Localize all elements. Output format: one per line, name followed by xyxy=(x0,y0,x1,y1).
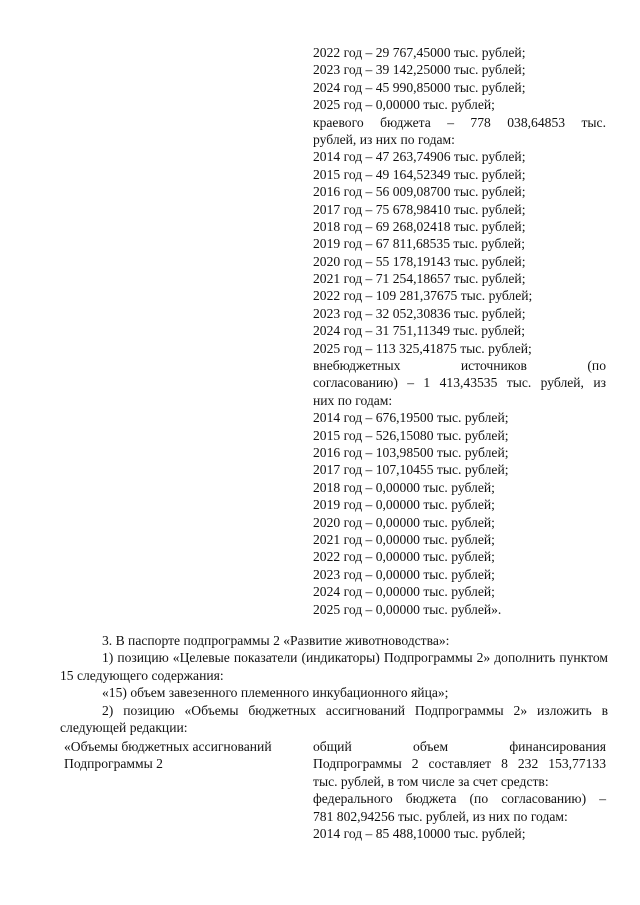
value-line: общий объем финансирования xyxy=(313,739,606,754)
paragraph: 3. В паспорте подпрограммы 2 «Развитие животноводства»: xyxy=(102,633,450,648)
year-line: 2019 год – 0,00000 тыс. рублей; xyxy=(313,497,495,513)
year-line: 2023 год – 39 142,25000 тыс. рублей; xyxy=(313,62,526,78)
year-line: 2025 год – 113 325,41875 тыс. рублей; xyxy=(313,340,532,356)
year-line: 2015 год – 526,15080 тыс. рублей; xyxy=(313,427,509,443)
year-line: 2018 год – 69 268,02418 тыс. рублей; xyxy=(313,218,526,234)
year-line: 2024 год – 45 990,85000 тыс. рублей; xyxy=(313,79,526,95)
year-line: 2025 год – 0,00000 тыс. рублей; xyxy=(313,97,495,113)
year-line: 2015 год – 49 164,52349 тыс. рублей; xyxy=(313,166,526,182)
value-line: тыс. рублей, в том числе за счет средств: xyxy=(313,773,549,789)
extrabudget-heading: внебюджетных источников (по xyxy=(313,358,606,374)
year-line: 2017 год – 107,10455 тыс. рублей; xyxy=(313,462,509,478)
year-line: 2021 год – 71 254,18657 тыс. рублей; xyxy=(313,271,526,287)
year-line: 2022 год – 29 767,45000 тыс. рублей; xyxy=(313,45,526,60)
year-line: 2016 год – 103,98500 тыс. рублей; xyxy=(313,444,509,460)
year-line: 2022 год – 0,00000 тыс. рублей; xyxy=(313,549,495,565)
year-line: 2021 год – 0,00000 тыс. рублей; xyxy=(313,531,495,547)
year-line: 2014 год – 676,19500 тыс. рублей; xyxy=(313,410,509,426)
kraevoy-budget-heading-cont: рублей, из них по годам: xyxy=(313,131,455,147)
year-line: 2016 год – 56 009,08700 тыс. рублей; xyxy=(313,184,526,200)
table-value-cell xyxy=(313,738,606,842)
year-line: 2023 год – 32 052,30836 тыс. рублей; xyxy=(313,305,526,321)
paragraph: 2) позицию «Объемы бюджетных ассигнований Подпрограммы 2» изложить в следующей редакции: xyxy=(60,702,608,736)
paragraph: 1) позицию «Целевые показатели (индикаторы) Подпрограммы 2» дополнить пунктом 15 следующего содержания: xyxy=(60,650,608,683)
value-line: Подпрограммы 2 составляет 8 232 153,77133 xyxy=(313,756,606,772)
year-line: 2022 год – 109 281,37675 тыс. рублей; xyxy=(313,288,533,304)
year-line: 2024 год – 0,00000 тыс. рублей; xyxy=(313,584,495,600)
year-line: 2020 год – 55 178,19143 тыс. рублей; xyxy=(313,253,526,269)
year-line: 2018 год – 0,00000 тыс. рублей; xyxy=(313,479,495,495)
extrabudget-heading-end: них по годам: xyxy=(313,392,393,408)
year-line: 2019 год – 67 811,68535 тыс. рублей; xyxy=(313,236,525,252)
funding-column xyxy=(313,44,606,618)
year-line: 2020 год – 0,00000 тыс. рублей; xyxy=(313,514,495,530)
value-line: 781 802,94256 тыс. рублей, из них по годам: xyxy=(313,808,568,824)
extrabudget-heading-cont: согласованию) – 1 413,43535 тыс. рублей, из xyxy=(313,375,606,391)
year-line: 2025 год – 0,00000 тыс. рублей». xyxy=(313,601,502,617)
value-line: федерального бюджета (по согласованию) – xyxy=(313,791,606,807)
amendment-text xyxy=(60,632,608,736)
paragraph: «15) объем завезенного племенного инкубационного яйца»; xyxy=(102,685,449,701)
value-line: 2014 год – 85 488,10000 тыс. рублей; xyxy=(313,825,526,841)
kraevoy-budget-heading: краевого бюджета – 778 038,64853 тыс. xyxy=(313,114,606,130)
table-label-cell: «Объемы бюджетных ассигнований Подпрограммы 2 xyxy=(64,739,272,772)
year-line: 2014 год – 47 263,74906 тыс. рублей; xyxy=(313,149,526,165)
year-line: 2023 год – 0,00000 тыс. рублей; xyxy=(313,566,495,582)
year-line: 2024 год – 31 751,11349 тыс. рублей; xyxy=(313,323,525,339)
year-line: 2017 год – 75 678,98410 тыс. рублей; xyxy=(313,201,526,217)
